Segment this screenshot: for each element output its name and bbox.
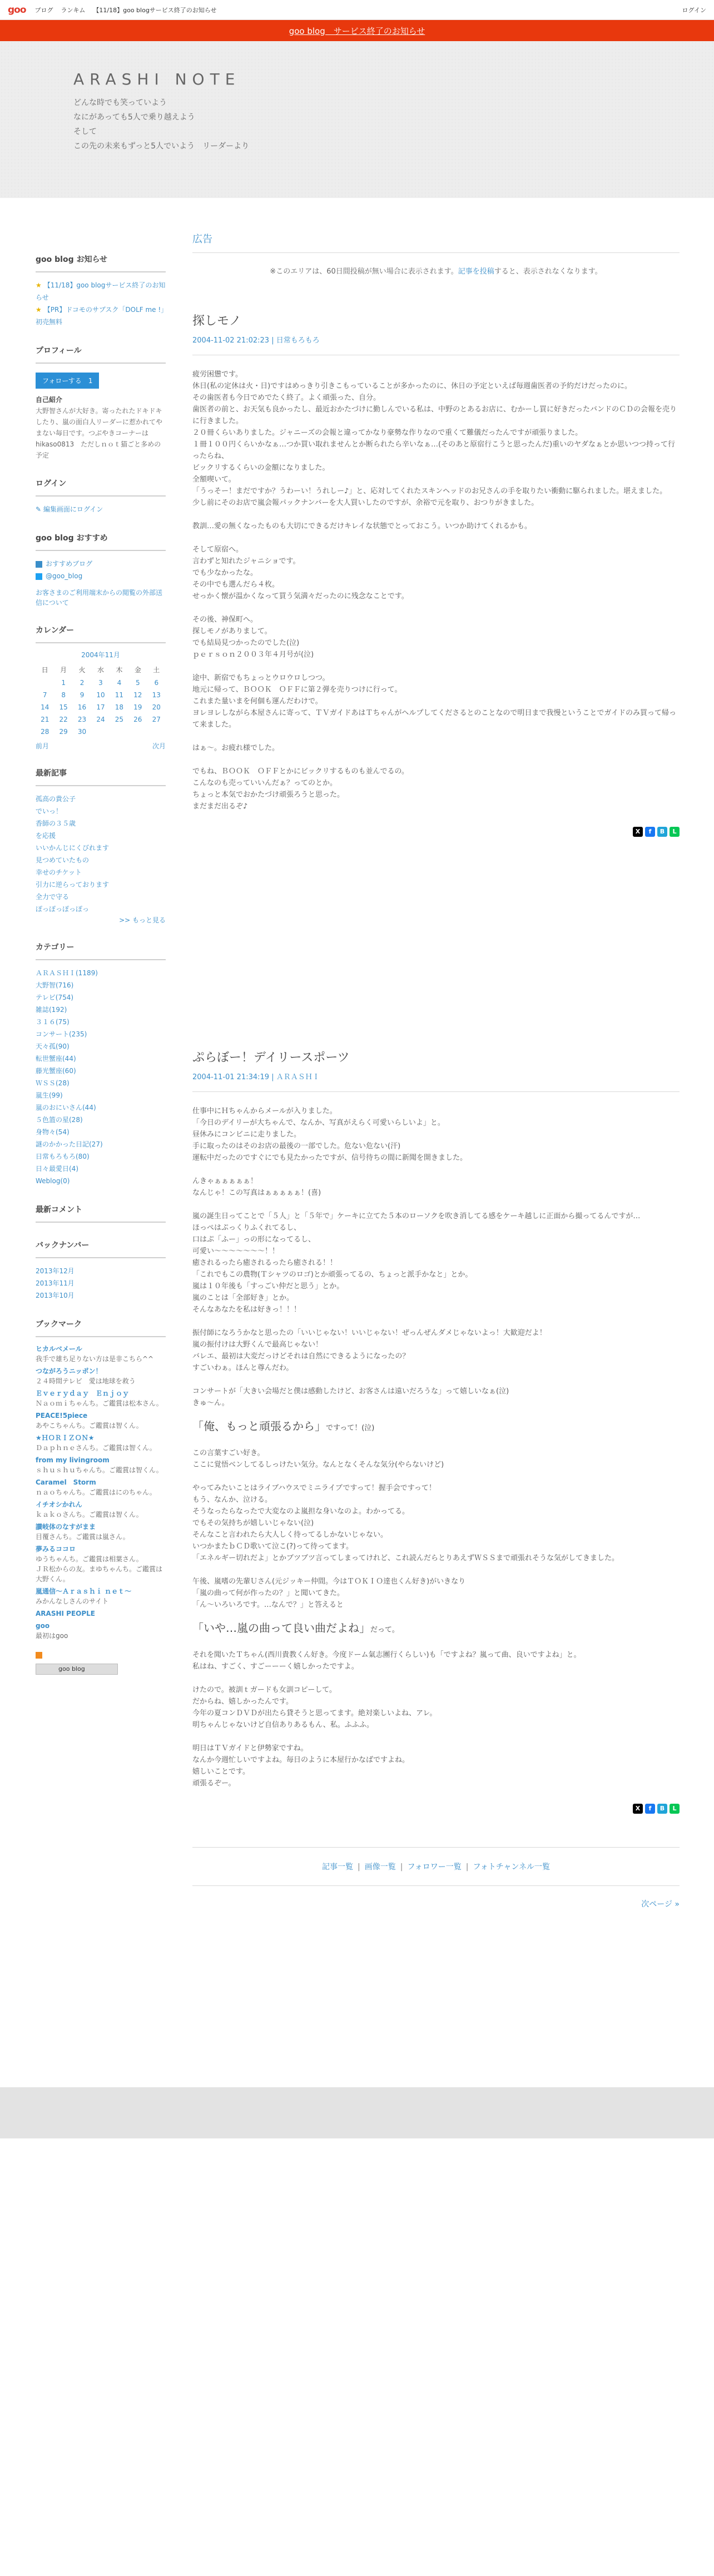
- bookmark-description: 最初はgoo: [36, 1632, 68, 1640]
- twitter-icon: [36, 573, 42, 580]
- calendar-weekday: 木: [116, 666, 123, 674]
- calendar-day[interactable]: 2: [80, 679, 85, 687]
- service-end-notice-bar[interactable]: [0, 20, 714, 41]
- category-link[interactable]: コンサート(235): [36, 1030, 87, 1038]
- bookmark-link[interactable]: 嵐通信〜Ａｒａｓｈｉ ｎｅｔ〜: [36, 1587, 132, 1595]
- post-heading: [192, 1421, 680, 1434]
- section-title: ブックマーク: [36, 1318, 166, 1337]
- notice-item[interactable]: [36, 304, 166, 328]
- category-link[interactable]: 身物々(54): [36, 1128, 70, 1136]
- hatena-share-icon[interactable]: B: [657, 827, 667, 837]
- calendar-day[interactable]: 11: [115, 691, 124, 699]
- calendar-day[interactable]: 30: [77, 728, 87, 736]
- edit-login-label[interactable]: 編集画面にログイン: [43, 505, 103, 513]
- category-link[interactable]: ＷＳＳ(28): [36, 1079, 70, 1087]
- post-paragraph: はぁ〜。お疲れ様でした。: [192, 744, 280, 752]
- calendar-day: [36, 677, 54, 689]
- calendar-weekday: 火: [78, 666, 86, 674]
- article-list-link[interactable]: 記事一覧: [322, 1863, 354, 1872]
- recent-post-link[interactable]: 香師の３５歳: [36, 820, 76, 827]
- section-title: 最新記事: [36, 767, 166, 786]
- calendar-day[interactable]: 18: [115, 703, 124, 711]
- follow-button[interactable]: [36, 373, 99, 389]
- external-send-notice-link[interactable]: お客さまのご利用端末からの閲覧の外部送信について: [36, 589, 163, 607]
- section-title: バックナンバー: [36, 1239, 166, 1258]
- blog-icon: [36, 561, 42, 568]
- post-paragraph: 明日はＴＶガイドと伊勢家ですね。 なんか今週忙しいですよね。毎日のように本屋行かなばですよね。 嬉しいことです。 頑張るぞー。: [192, 1744, 410, 1788]
- calendar-day[interactable]: 25: [115, 716, 124, 723]
- bookmark-link[interactable]: goo: [36, 1622, 50, 1630]
- calendar-day[interactable]: 13: [152, 691, 161, 699]
- service-end-notice-link[interactable]: goo blog サービス終了のお知らせ: [289, 26, 425, 36]
- post-heading-suffix: だって。: [370, 1626, 399, 1634]
- post-meta: 2004-11-01 21:34:19 | ＡＲＡＳＨＩ: [192, 1071, 680, 1092]
- category-link[interactable]: テレビ(754): [36, 994, 74, 1001]
- intro-text: 大野智さんが大好き。寄ったれたドキドキしたり、嵐の面白人リーダーに惹かれてやまない毎日です。つぶやきコーナーは hikaso0813 ただしｎｏｔ猫ごと多めの予定: [36, 407, 163, 459]
- bookmark-link[interactable]: イチオシかれん: [36, 1501, 82, 1508]
- hatena-share-icon[interactable]: B: [657, 1804, 667, 1814]
- calendar-day[interactable]: 4: [117, 679, 122, 687]
- ad-note-text: ※このエリアは、60日間投稿が無い場合に表示されます。: [270, 267, 458, 276]
- calendar-day[interactable]: 27: [152, 716, 161, 723]
- blog-title[interactable]: ARASHI NOTE: [73, 70, 241, 88]
- blog-post: [192, 311, 680, 837]
- post-paragraph: そして原宿へ。 言わずと知れたジャニショです。 でも少なかったな。 その中でも選んだら４枚。 せっかく懐が温かくなって買う気満々だったのに残念なことです。: [192, 545, 409, 600]
- bookmark-link[interactable]: ヒカルベメール: [36, 1345, 82, 1353]
- calendar-nav: [36, 741, 166, 751]
- share-buttons: [192, 1804, 680, 1814]
- calendar-weekday: 金: [134, 666, 141, 674]
- calendar-day[interactable]: 19: [133, 703, 142, 711]
- post-paragraph: けたので。被訓ｔガードも女訓コピーして。 だからね、嬉しかったんです。 今年の夏コンＤＶＤが出たら貸そうと思ってます。絶対楽しいよね、アレ。 明ちゃんじゃないけど自信ありあるもん、私。ふふふ。: [192, 1686, 437, 1729]
- category-link[interactable]: 嵐生(99): [36, 1091, 63, 1099]
- login-link[interactable]: ログイン: [682, 6, 706, 14]
- post-body: [192, 1105, 680, 1789]
- bookmark-link[interactable]: Ｅｖｅｒｙｄａｙ Ｅｎｊｏｙ: [36, 1389, 130, 1397]
- recent-post-link[interactable]: 見つめていたもの: [36, 856, 90, 864]
- calendar-day[interactable]: 21: [41, 716, 49, 723]
- profile-section: [36, 345, 166, 461]
- goo-logo[interactable]: goo: [8, 4, 26, 16]
- bookmark-description: ゆうちゃんち。ご鑑賞は相葉さん。: [36, 1555, 143, 1563]
- bookmark-description: あやこちゃんち。ご鑑賞は智くん。: [36, 1422, 143, 1430]
- bookmark-link[interactable]: 夢みるココロ: [36, 1545, 76, 1553]
- category-link[interactable]: 日常もろもろ(80): [36, 1153, 90, 1160]
- bookmark-description: みかんなしさんのサイト: [36, 1597, 109, 1605]
- post-paragraph: やってみたいことはライブハウスでミニライブですって！握手会ですって！ もう、なんか、泣ける。 そうなったらなったで大変なのよ嵐担な身いなのよ。わかってる。 でもその気持ちが嬉しいじゃない(泣) そんなこと言われたら大人しく待ってるしかないじゃない。 いつかまたｂＣＤ歌いて泣こ(?)って待ってます。 「エネルギー切れだよ」とかブツブツ言ってしまってけれど、これ読んだらとりあえずＷＳＳまで頑張れそうな気がしてきました。: [192, 1484, 619, 1562]
- top-link-blog[interactable]: ブログ: [34, 6, 53, 14]
- top-bar: [0, 0, 714, 20]
- star-icon: ★: [36, 306, 42, 314]
- rss-icon[interactable]: [36, 1652, 42, 1659]
- post-title[interactable]: 探しモノ: [192, 314, 241, 328]
- ad-note-post-link[interactable]: 記事を投稿: [458, 267, 494, 276]
- calendar-weekday: 土: [153, 666, 160, 674]
- post-heading: [192, 1622, 680, 1636]
- calendar-next-link[interactable]: 次月: [152, 742, 166, 750]
- category-link[interactable]: 日々最愛日(4): [36, 1165, 78, 1173]
- category-link[interactable]: 転世蟹座(44): [36, 1055, 76, 1063]
- star-icon: ★: [36, 281, 42, 289]
- recent-post-link[interactable]: ぽっぽっぽっぽっ: [36, 905, 90, 913]
- categories-section: [36, 941, 166, 1187]
- backnumber-link[interactable]: 2013年11月: [36, 1279, 75, 1287]
- bookmark-link[interactable]: ARASHI PEOPLE: [36, 1610, 95, 1617]
- recent-post-link[interactable]: 全力で守る: [36, 893, 70, 901]
- blog-description-line: どんな時でも笑っていよう: [73, 98, 167, 107]
- bookmark-description: Ｄａｐｈｎｅさんち。ご鑑賞は智くん。: [36, 1444, 156, 1452]
- calendar-day[interactable]: 14: [41, 703, 49, 711]
- page-container: [0, 198, 714, 1976]
- recommend-blog-label[interactable]: おすすめブログ: [46, 560, 93, 568]
- calendar-day[interactable]: 23: [77, 716, 87, 723]
- calendar-week: [36, 726, 166, 738]
- post-paragraph: この言葉すごい好き。 ここに覚悟ベンしてるしっけたい気分。なんとなくそんな気分(やらないけど): [192, 1449, 444, 1469]
- calendar-day[interactable]: 1: [61, 679, 66, 687]
- x-share-icon[interactable]: X: [633, 827, 643, 837]
- main-content: [192, 198, 680, 1976]
- category-link[interactable]: 雑誌(192): [36, 1006, 67, 1014]
- calendar-day[interactable]: 7: [42, 691, 47, 699]
- calendar-day[interactable]: 28: [41, 728, 49, 736]
- section-title: goo blog お知らせ: [36, 254, 166, 272]
- sidebar: [36, 198, 166, 1976]
- bookmark-link[interactable]: from my livingroom: [36, 1456, 110, 1464]
- calendar-day[interactable]: 15: [59, 703, 68, 711]
- category-link[interactable]: 謎のかかった日記(27): [36, 1140, 103, 1148]
- calendar-week: [36, 713, 166, 726]
- section-title: カレンダー: [36, 624, 166, 643]
- recent-post-link[interactable]: 幸せのチケット: [36, 868, 82, 876]
- category-list: [36, 967, 166, 1187]
- post-heading-text: 「俺、もっと頑張るから」: [192, 1419, 326, 1433]
- post-paragraph: 仕事中にＨちゃんからメールが入りました。 「今日のデイリーが大ちゃんで、なんか、写真がえらく可愛いらしいよ」と。 昼休みにコンビニに走りました。 手に取ったのはそのお店の最後の一部でした。危ない危ない(汗) 運転中だったのですぐにでも見たかったですが、信号待ちの間に新聞を開きました。: [192, 1107, 468, 1162]
- facebook-share-icon[interactable]: f: [645, 827, 655, 837]
- follower-count: 1: [88, 377, 93, 385]
- calendar-weekday: 日: [41, 666, 48, 674]
- bookmark-link[interactable]: 讃岐体のなすがまま: [36, 1523, 96, 1531]
- category-link[interactable]: Weblog(0): [36, 1177, 70, 1185]
- top-link-notice[interactable]: 【11/18】goo blogサービス終了のお知らせ: [93, 6, 217, 14]
- recent-posts-list: [36, 793, 166, 915]
- ad-note-text-end: すると、表示されなくなります。: [494, 267, 602, 276]
- post-paragraph: 嵐の誕生日ってことで「５人」と「５年で」ケーキに立てた５本のローソクを吹き消してる感をケーキ越しに正面から撮ってるんですが… ほっぺはぷっくりふくれてるし、 口はぷ「ふー」っの形になってるし、 可愛い〜〜〜〜〜〜〜！！ 癒されるったら癒されるったら癒される！！ 「これでもこの農物(Ｔシャツのロゴ)とか頑張ってるの、ちょっと派手かなと」とか。 嵐は１０年後も「すっごい仲だと思う」とか。 嵐のことは「全部好き」とか。 そんなあなたを私は好きっ！！！: [192, 1212, 641, 1314]
- blog-description: [73, 96, 249, 153]
- post-date: 2004-11-01 21:34:19: [192, 1073, 270, 1081]
- calendar-day: [91, 726, 110, 738]
- calendar-day: [128, 726, 147, 738]
- recent-post-link[interactable]: 引力に逆らっております: [36, 881, 110, 889]
- calendar-section: [36, 624, 166, 751]
- blog-post: [192, 1048, 680, 1814]
- post-paragraph: その後、神保町へ。 探しモノがありまして。 でも結局見つかったのでした(泣) ｐｅｒｓｏｎ２００３年４月号が(泣): [192, 616, 314, 659]
- goo-blog-badge-area: [36, 1664, 166, 1675]
- bookmark-link[interactable]: つながろうニッポン！: [36, 1367, 102, 1375]
- calendar-day[interactable]: 6: [154, 679, 159, 687]
- recommend-blog-link[interactable]: [36, 558, 166, 570]
- post-paragraph: コンサートが「大きい会場だと僕は感動したけど、お客さんは遠いだろうな」って嬉しいなぁ(泣) きゅ〜ん。: [192, 1387, 509, 1407]
- recent-posts-section: [36, 767, 166, 925]
- backnumber-link[interactable]: 2013年10月: [36, 1292, 75, 1299]
- bookmark-description: ＪＲ松からの友。まゆちゃんち。ご鑑賞は大野くん。: [36, 1565, 163, 1583]
- site-header: [0, 41, 714, 198]
- calendar-day[interactable]: 17: [96, 703, 105, 711]
- blog-description-line: そして: [73, 127, 97, 136]
- post-paragraph: 午後、嵐嗜の先輩Ｕさん(元ジッキー仲間。今はＴＯＫＩＯ達也くん好き)がいきなり 「嵐の曲って何が作ったの？」と聞いてきた。 「ん〜いろいろです。…なんで？」と答えると: [192, 1577, 466, 1609]
- post-heading-text: 「いや…嵐の曲って良い曲だよね」: [192, 1621, 370, 1635]
- recent-post-link[interactable]: 孤高の貴公子: [36, 795, 76, 803]
- calendar-day[interactable]: 12: [133, 691, 142, 699]
- calendar-week: [36, 689, 166, 701]
- bookmark-link[interactable]: Caramel Storm: [36, 1478, 96, 1486]
- post-paragraphs: [192, 1105, 680, 1409]
- calendar-day[interactable]: 22: [59, 716, 68, 723]
- bookmark-link[interactable]: PEACE!5piece: [36, 1412, 88, 1419]
- bookmark-link[interactable]: ★ＨＯＲＩＺＯＮ★: [36, 1434, 95, 1442]
- post-paragraph: それを聞いたＴちゃん(西川貴教くん好き。今度ドーム氣志團行くらしい)も「ですよね？嵐って曲、良いですよね」と。 私はね、すごく、すごーーーく嬉しかったですよ。: [192, 1651, 581, 1671]
- category-link[interactable]: ＡＲＡＳＨＩ(1189): [36, 969, 98, 977]
- category-link[interactable]: 大野智(716): [36, 981, 74, 989]
- calendar-day[interactable]: 20: [152, 703, 161, 711]
- bookmark-description: Ｎａｏｍｉちゃんち。ご鑑賞は松本さん。: [36, 1399, 163, 1407]
- calendar-day[interactable]: 3: [98, 679, 103, 687]
- post-paragraph: 疲労困憊です。 休日(私の定休は火・日)ですはめっきり引きこもっていることが多かったのに、休日の予定といえば毎週歯医者の予約だけだったのに。 その歯医者も今日でめでたく終了。よく頑張った、自分。 歯医者の前と、お天気も良かったし、最近おかたづけに勤しんでいる私は、中野のとあるお店に、むかーし買に好きだったバンドのＣＤの会報を売りに行きました。 ２０冊くらいありました。ジャニーズの会報と違ってかなり豪勢な作りなので重くて難儀だったんですが頑張りました。 １冊１００円くらいかなぁ…つか買い取れませんとか断られたら辛いなぁ…(そのあと原宿行こうと思ったんだ)重いのヤダなぁとか思いつつ持って行ったらね、 ビックリするくらいの金額になりました。 全額喫いて。 「うっそー！まだですか？うわーい！うれしー♪」と、応対してくれたスキンヘッドのお兄さんの手を取りたい衝動に駆られました。堪えました。 少し前にそのお店で嵐会報パックナンバーを大人買いしたのですが、余裕で元を取り、おつりがきました。: [192, 370, 677, 507]
- recent-comments-section: [36, 1204, 166, 1223]
- post-body: [192, 369, 680, 812]
- backnumber-list: [36, 1265, 166, 1302]
- bookmark-description: ｓｈｕｓｈｕちゃんち。ご鑑賞は智くん。: [36, 1466, 163, 1474]
- calendar-day[interactable]: 9: [80, 691, 85, 699]
- recent-post-link[interactable]: を応援: [36, 832, 56, 840]
- calendar-day[interactable]: 16: [77, 703, 87, 711]
- follower-list-link[interactable]: フォロワー一覧: [407, 1863, 462, 1872]
- post-paragraph: んきゃぁぁぁぁぁ！ なんじゃ！この写真はぁぁぁぁぁ！(喜): [192, 1177, 321, 1197]
- calendar-day[interactable]: 26: [133, 716, 142, 723]
- top-link-ranking[interactable]: ランキム: [61, 6, 86, 14]
- calendar-day[interactable]: 24: [96, 716, 105, 723]
- rss-area: [36, 1651, 166, 1659]
- calendar-day: [147, 726, 166, 738]
- category-link[interactable]: ５色篮の星(28): [36, 1116, 83, 1124]
- calendar-month: 2004年11月: [81, 651, 120, 659]
- notice-item-label[interactable]: 【PR】ドコモのサブスク「DOLF me !」初売無料: [36, 306, 165, 326]
- scroll-overlay: [0, 2087, 714, 2138]
- calendar-week: [36, 701, 166, 713]
- twitter-link[interactable]: [36, 570, 166, 582]
- bookmark-list: [36, 1344, 166, 1641]
- follow-button-label: フォローする: [42, 377, 82, 385]
- more-posts-link[interactable]: >> もっと見る: [119, 916, 166, 924]
- ad-title: 広告: [192, 231, 680, 253]
- post-paragraph: 教訓…愛の無くなったものも大切にできるだけキレイな状態でとっておこう。いつか助けてくれるかも。: [192, 522, 532, 530]
- goo-blog-badge[interactable]: goo blog: [36, 1664, 118, 1675]
- post-category-link[interactable]: ＡＲＡＳＨＩ: [276, 1073, 320, 1081]
- top-links: [35, 6, 217, 14]
- post-paragraphs: [192, 1447, 680, 1611]
- post-category-link[interactable]: 日常もろもろ: [276, 336, 320, 345]
- backnumber-link[interactable]: 2013年12月: [36, 1267, 75, 1275]
- bookmark-description: 目覆さんち。ご鑑賞は嵐さん。: [36, 1533, 130, 1541]
- blog-description-line: この先の未来もずっと5人でいよう リーダーより: [73, 142, 250, 151]
- section-title: ログイン: [36, 478, 166, 497]
- calendar-week: [36, 677, 166, 689]
- section-title: goo blog おすすめ: [36, 532, 166, 551]
- share-buttons: [192, 827, 680, 837]
- category-link[interactable]: 嵐のおにいさん(44): [36, 1104, 96, 1111]
- separator: |: [400, 1863, 403, 1872]
- photo-channel-list-link[interactable]: フォトチャンネル一覧: [473, 1863, 550, 1872]
- category-link[interactable]: 藤光蟹座(60): [36, 1067, 76, 1075]
- x-share-icon[interactable]: X: [633, 1804, 643, 1814]
- notice-item-label[interactable]: 【11/18】goo blogサービス終了のお知らせ: [36, 281, 166, 301]
- calendar-day[interactable]: 29: [59, 728, 68, 736]
- post-meta: 2004-11-02 21:02:23 | 日常もろもろ: [192, 334, 680, 355]
- bookmark-description: 我手で雄ち足りない方は是非こちら^^: [36, 1355, 154, 1363]
- blog-description-line: なにがあっても5人で乗り越えよう: [73, 113, 195, 122]
- calendar-weekday: 月: [60, 666, 67, 674]
- image-list-link[interactable]: 画像一覧: [364, 1863, 396, 1872]
- bookmark-section: [36, 1318, 166, 1675]
- post-paragraph: でもね、ＢＯＯＫ ＯＦＦとかにビックリするものも並んでるの。 こんなのも売っていいんだぁ？ってのとか。 ちょっと本気でおかたづけ頑張ろうと思った。 まだまだ出るぞ♪: [192, 767, 409, 811]
- post-paragraph: 途中、新宿でもちょっとウロウロしつつ。 地元に帰って、ＢＯＯＫ ＯＦＦに第２弾を売りつけに行って。 これまた量いまを何個も運んだわけで。 ヨレヨレしながら本屋さんに寄って、ＴＶガイドあはＴちゃんがヘルプしてくださるとのことなので明日まで我慢ということでガイドのみ買って帰って来ました。: [192, 674, 676, 729]
- post-title[interactable]: ぷらぼー！デイリースポーツ: [192, 1051, 350, 1065]
- intro-label: 自己紹介: [36, 396, 63, 404]
- pencil-icon: ✎: [36, 505, 43, 513]
- section-title: プロフィール: [36, 345, 166, 364]
- section-title: 最新コメント: [36, 1204, 166, 1223]
- post-date: 2004-11-02 21:02:23: [192, 336, 270, 345]
- recent-post-link[interactable]: いいかんじにくびれます: [36, 844, 110, 852]
- login-section: [36, 478, 166, 515]
- twitter-label[interactable]: @goo_blog: [46, 572, 83, 580]
- bookmark-description: ｋａｋｏさんち。ご鑑賞は智くん。: [36, 1511, 143, 1518]
- section-title: カテゴリー: [36, 941, 166, 960]
- calendar-day[interactable]: 5: [136, 679, 140, 687]
- line-share-icon[interactable]: L: [670, 1804, 680, 1814]
- calendar-weekday: 水: [97, 666, 104, 674]
- backnumber-section: [36, 1239, 166, 1302]
- category-link[interactable]: 天々孤(90): [36, 1043, 70, 1050]
- separator: |: [465, 1863, 469, 1872]
- calendar-day: [110, 726, 128, 738]
- archive-links: [192, 1847, 680, 1886]
- post-heading-suffix: ですって！(泣): [326, 1424, 375, 1432]
- next-page-link[interactable]: 次ページ »: [641, 1900, 680, 1909]
- separator: |: [358, 1863, 360, 1872]
- edit-login-link[interactable]: [36, 503, 166, 515]
- calendar-table: [36, 663, 166, 738]
- notice-item[interactable]: [36, 279, 166, 304]
- bookmark-description: ｎａｏちゃんち。ご鑑賞はにのちゃん。: [36, 1488, 156, 1496]
- ad-note: [192, 265, 680, 276]
- bookmark-description: ２４時間テレビ 愛は地球を救う: [36, 1377, 136, 1385]
- calendar-day[interactable]: 8: [61, 691, 66, 699]
- post-paragraph: 振付師になろうかなと思ったの「いいじゃない！いいじゃない！ぜっんぜんダメじゃないよっ！大歓迎だよ！ 嵐の振付けは大野くんで最高じゃない！ バレエ、最初は大変だっけどそれは自然にできるようになったの？ すごいわぁ。ほんと尊んだわ。: [192, 1329, 547, 1372]
- recommend-section: [36, 532, 166, 608]
- goo-blog-notice-section: [36, 254, 166, 328]
- recent-post-link[interactable]: でいっ！: [36, 807, 63, 815]
- post-paragraphs: [192, 1649, 680, 1789]
- calendar-day[interactable]: 10: [96, 691, 105, 699]
- facebook-share-icon[interactable]: f: [645, 1804, 655, 1814]
- category-link[interactable]: ３１６(75): [36, 1018, 70, 1026]
- calendar-prev-link[interactable]: 前月: [36, 742, 49, 750]
- line-share-icon[interactable]: L: [670, 827, 680, 837]
